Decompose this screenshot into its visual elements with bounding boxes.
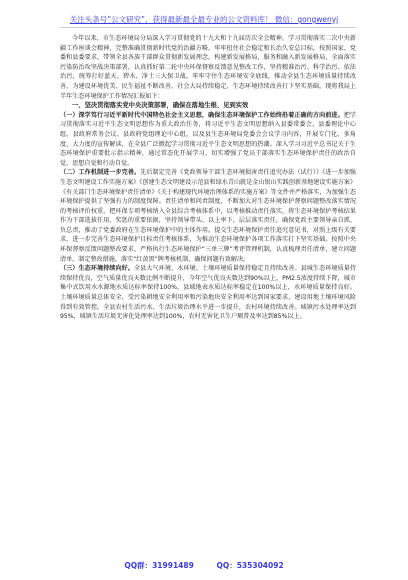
- qq-group-number: 31991489: [152, 561, 194, 570]
- qq-contact: [216, 561, 283, 570]
- section-1-heading: 一、坚决贯彻落实党中央决策部署，确保在落地生根、见到实效: [72, 102, 249, 110]
- subsection-1-body: 把学习贯彻落实习近平生态文明思想作为重大政治任务，将习近平生态文明思想纳入县委常委会、县委理论中心组、县政府常务会议、县政府党组理论中心组，以及县生态环境局党委会会议学习内容，开展专门化、多角度、大力度的宣传解读，在全县广泛掀起学习贯彻习近平生态文明思想的热潮。深入学习习近平总书记关于生态环境保护重要批示指示精神，通过常态化开展学习，切实增强了党员干部落实生态环境保护责任的政治自觉、思想自觉和行动自觉。: [60, 111, 357, 167]
- header-divider: [60, 27, 356, 28]
- qq-label: QQ：: [216, 561, 237, 570]
- subsection-2-body: 先后制定完善《党政领导干部生态环境损害责任追究办法（试行）》《进一步加强生态文明建设工作实施方案》《创建生态文明建设示范县和绿水青山就是金山银山实践创新基地建设实施方案》《有关部门生态环境保护责任清单》《关于构建现代环境治理体系的实施方案》等文件并严格落实，为加强生态环境保护提供了坚强有力的制度保障。责任清单和问责制度，不断加大对生态环境保护督察问题整改落实情况的考核评价权重，把环保专项考核纳入全县综合考核体系中，以考核推动责任落实，将生态环境保护考核结果作为干部选拔任用、奖惩的重要依据，坚持领导带头、以上率下，层层落实责任，确保党政主要领导亲自抓、负总责，推动了党委政府在生态环境保护中的主体作用。提交生态环境保护责任追究意见书，对照上级有关要求，进一步完善生态环境保护目标责任考核体系，为推动生态环境保护各项工作落实打下坚实基础。按照中央环保督察反馈问题整改要求，严格执行生态环境保护“三单三牌”考评管理机制，认真梳理责任清单，建立问题清单，制定整改措施，落实“红黄黑”牌考核机制，确保问题有效解决。: [60, 169, 356, 263]
- subsection-1-heading: （一）深学笃行习近平新时代中国特色社会主义思想，确保生态环境保护工作始终沿着正确的方向前进。: [60, 111, 344, 119]
- header-link[interactable]: 关注头条号“公文研究”，获得最新最全最专业的公文资料库！ 微信：gongwenyj: [69, 15, 339, 24]
- qq-group: [124, 561, 194, 570]
- intro-paragraph: 今年以来，市生态环境局分局深入学习贯彻党的十九大和十九届历次全会精神，学习贯彻落实二次中央新疆工作座谈会精神，完整准确贯彻新时代党的治疆方略，牢牢扭住社会稳定和长治久安总目标，按照国家、党委和县委要求，带领全县各族干部群众贯彻新发展理念，构建新发展格局，服务和融入新发展格局，全面落实污染防治攻坚战决策部署，认真抓好第二轮中央环保督察反馈意见整改工作，坚持精准治污、科学治污、依法治污，统筹打好蓝天、碧水、净土三大保卫战，牢牢守住生态环境安全底线，推动全县生态环境质量持续改善，为建设环境优美、民生福祉不断改善、社会大局持续稳定、生态环境持续改善打下坚实基础。现将我局上半年生态环境保护工作情况汇报如下：: [60, 35, 356, 100]
- subsection-3-heading: （三）生态环境持续向好。: [60, 265, 135, 273]
- qq-number: 535304092: [236, 561, 284, 570]
- footer-contact: [0, 560, 408, 571]
- subsection-2-heading: （二）工作机制进一步完善。: [60, 169, 141, 177]
- document-body: [60, 34, 356, 322]
- subsection-3-body: 全县大气环境、水环境、土壤环境质量保持稳定且持续改善。县城生态环境质量持续保持优良，空气质量优良天数比例不断提升，今年空气优良天数达到90%以上，PM2.5浓度持续下降，城市集中式饮用水水源地水质达标率保持100%，县域地表水质达标率稳定在100%以上，水环境质量保持良好。土壤环境质量总体安全，受污染耕地安全利用率和污染地块安全利用率达到国家要求，建设用地土壤环境风险得到有效管控。全县农村生活污水、生活垃圾治理水平进一步提升，农村环境持续改善。城镇污水处理率达到95%，城镇生活垃圾无害化处理率达到100%，农村无害化卫生户厕普及率达到85%以上。: [60, 265, 357, 321]
- qq-group-label: QQ群：: [124, 561, 153, 570]
